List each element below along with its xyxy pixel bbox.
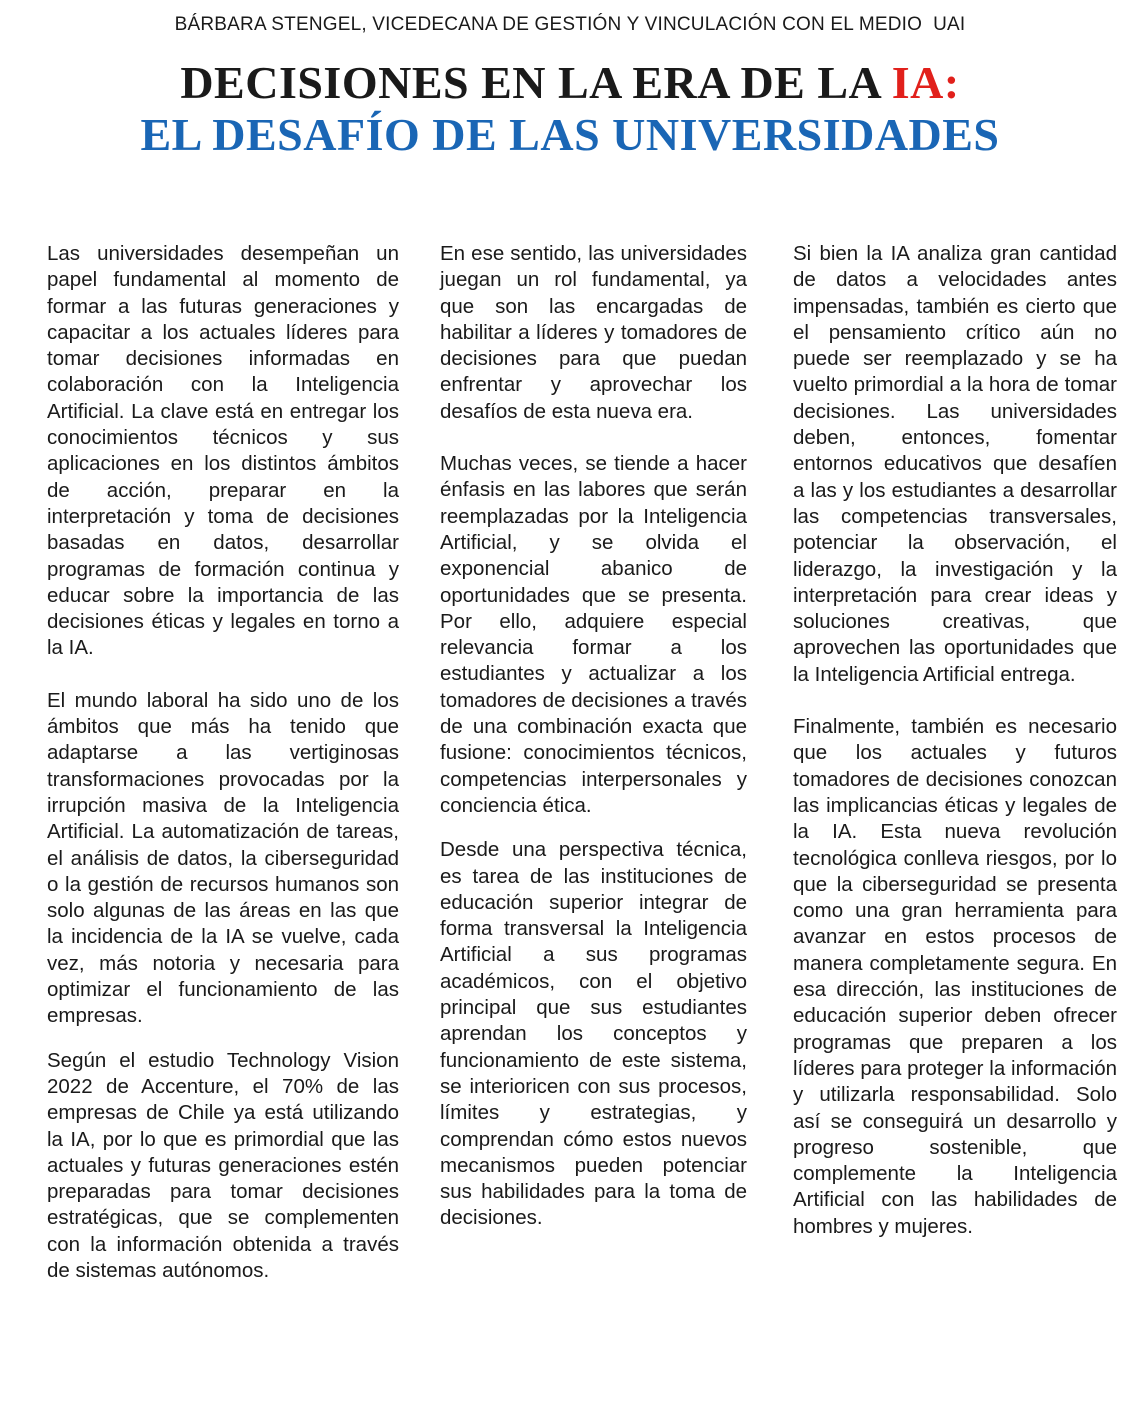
headline-line-2: EL DESAFÍO DE LAS UNIVERSIDADES bbox=[140, 109, 1000, 160]
article-paragraph: Según el estudio Technology Vision 2022 de Accenture, el 70% de las empresas de Chile ya está utilizando la IA, por lo que es primordial que las actuales y futuras generaciones estén preparadas para tomar decisiones estratégicas, que se complementen con la información obtenida a través de sistemas autónomos. bbox=[47, 1048, 399, 1282]
byline: BÁRBARA STENGEL, VICEDECANA DE GESTIÓN Y VINCULACIÓN CON EL MEDIO UAI bbox=[174, 14, 966, 35]
headline-line-1-main: DECISIONES EN LA ERA DE LA bbox=[180, 57, 892, 108]
article-column-1 bbox=[47, 241, 399, 1310]
article-paragraph: Finalmente, también es necesario que los actuales y futuros tomadores de decisiones conozcan las implicancias éticas y legales de la IA. Esta nueva revolución tecnológica conlleva riesgos, por lo que la ciberseguridad se presenta como una gran herramienta para avanzar en estos procesos de manera completamente segura. En esa dirección, las instituciones de educación superior deben ofrecer programas que preparen a los líderes para proteger la información y utilizarla responsabilidad. Solo así se conseguirá un desarrollo y progreso sostenible, que complemente la Inteligencia Artificial con las habilidades de hombres y mujeres. bbox=[793, 715, 1117, 1238]
article-paragraph: Las universidades desempeñan un papel fundamental al momento de formar a las futuras generaciones y capacitar a los actuales líderes para tomar decisiones informadas en colaboración con la Inteligencia Artificial. La clave está en entregar los conocimientos técnicos y sus aplicaciones en los distintos ámbitos de acción, preparar en la interpretación y toma de decisiones basadas en datos, desarrollar programas de formación continua y educar sobre la importancia de las decisiones éticas y legales en torno a la IA. bbox=[47, 242, 399, 660]
article-paragraph: Desde una perspectiva técnica, es tarea de las instituciones de educación superior integrar de forma transversal la Inteligencia Artificial a sus programas académicos, con el objetivo principal que sus estudiantes aprendan los conceptos y funcionamiento de este sistema, se interioricen con sus procesos, límites y estrategias, y comprendan cómo estos nuevos mecanismos pueden potenciar sus habilidades para la toma de decisiones. bbox=[440, 838, 747, 1230]
headline-line-1 bbox=[0, 58, 1140, 108]
headline-accent-ia: IA: bbox=[891, 57, 960, 108]
article-paragraph: Muchas veces, se tiende a hacer énfasis en las labores que serán reemplazadas por la Inteligencia Artificial, y se olvida el exponencial abanico de oportunidades que se presenta. Por ello, adquiere especial relevancia formar a los estudiantes y actualizar a los tomadores de decisiones a través de una combinación exacta que fusione: conocimientos técnicos, competencias interpersonales y conciencia ética. bbox=[440, 452, 747, 817]
article-paragraph: El mundo laboral ha sido uno de los ámbitos que más ha tenido que adaptarse a las vertiginosas transformaciones provocadas por la irrupción masiva de la Inteligencia Artificial. La automatización de tareas, el análisis de datos, la ciberseguridad o la gestión de recursos humanos son solo algunas de las áreas en las que la incidencia de la IA se vuelve, cada vez, más notoria y necesaria para optimizar el funcionamiento de las empresas. bbox=[47, 688, 399, 1028]
article-paragraph: En ese sentido, las universidades juegan un rol fundamental, ya que son las encargadas de habilitar a líderes y tomadores de decisiones para que puedan enfrentar y aprovechar los desafíos de esta nueva era. bbox=[440, 242, 747, 423]
article-paragraph: Si bien la IA analiza gran cantidad de datos a velocidades antes impensadas, también es cierto que el pensamiento crítico aún no puede ser reemplazado y se ha vuelto primordial a la hora de tomar decisiones. Las universidades deben, entonces, fomentar entornos educativos que desafíen a las y los estudiantes a desarrollar las competencias transversales, potenciar la observación, el liderazgo, la investigación y la interpretación para crear ideas y soluciones creativas, que aprovechen las oportunidades que la Inteligencia Artificial entrega. bbox=[793, 242, 1117, 686]
article-column-3 bbox=[793, 241, 1117, 1266]
article-column-2 bbox=[440, 241, 747, 1258]
